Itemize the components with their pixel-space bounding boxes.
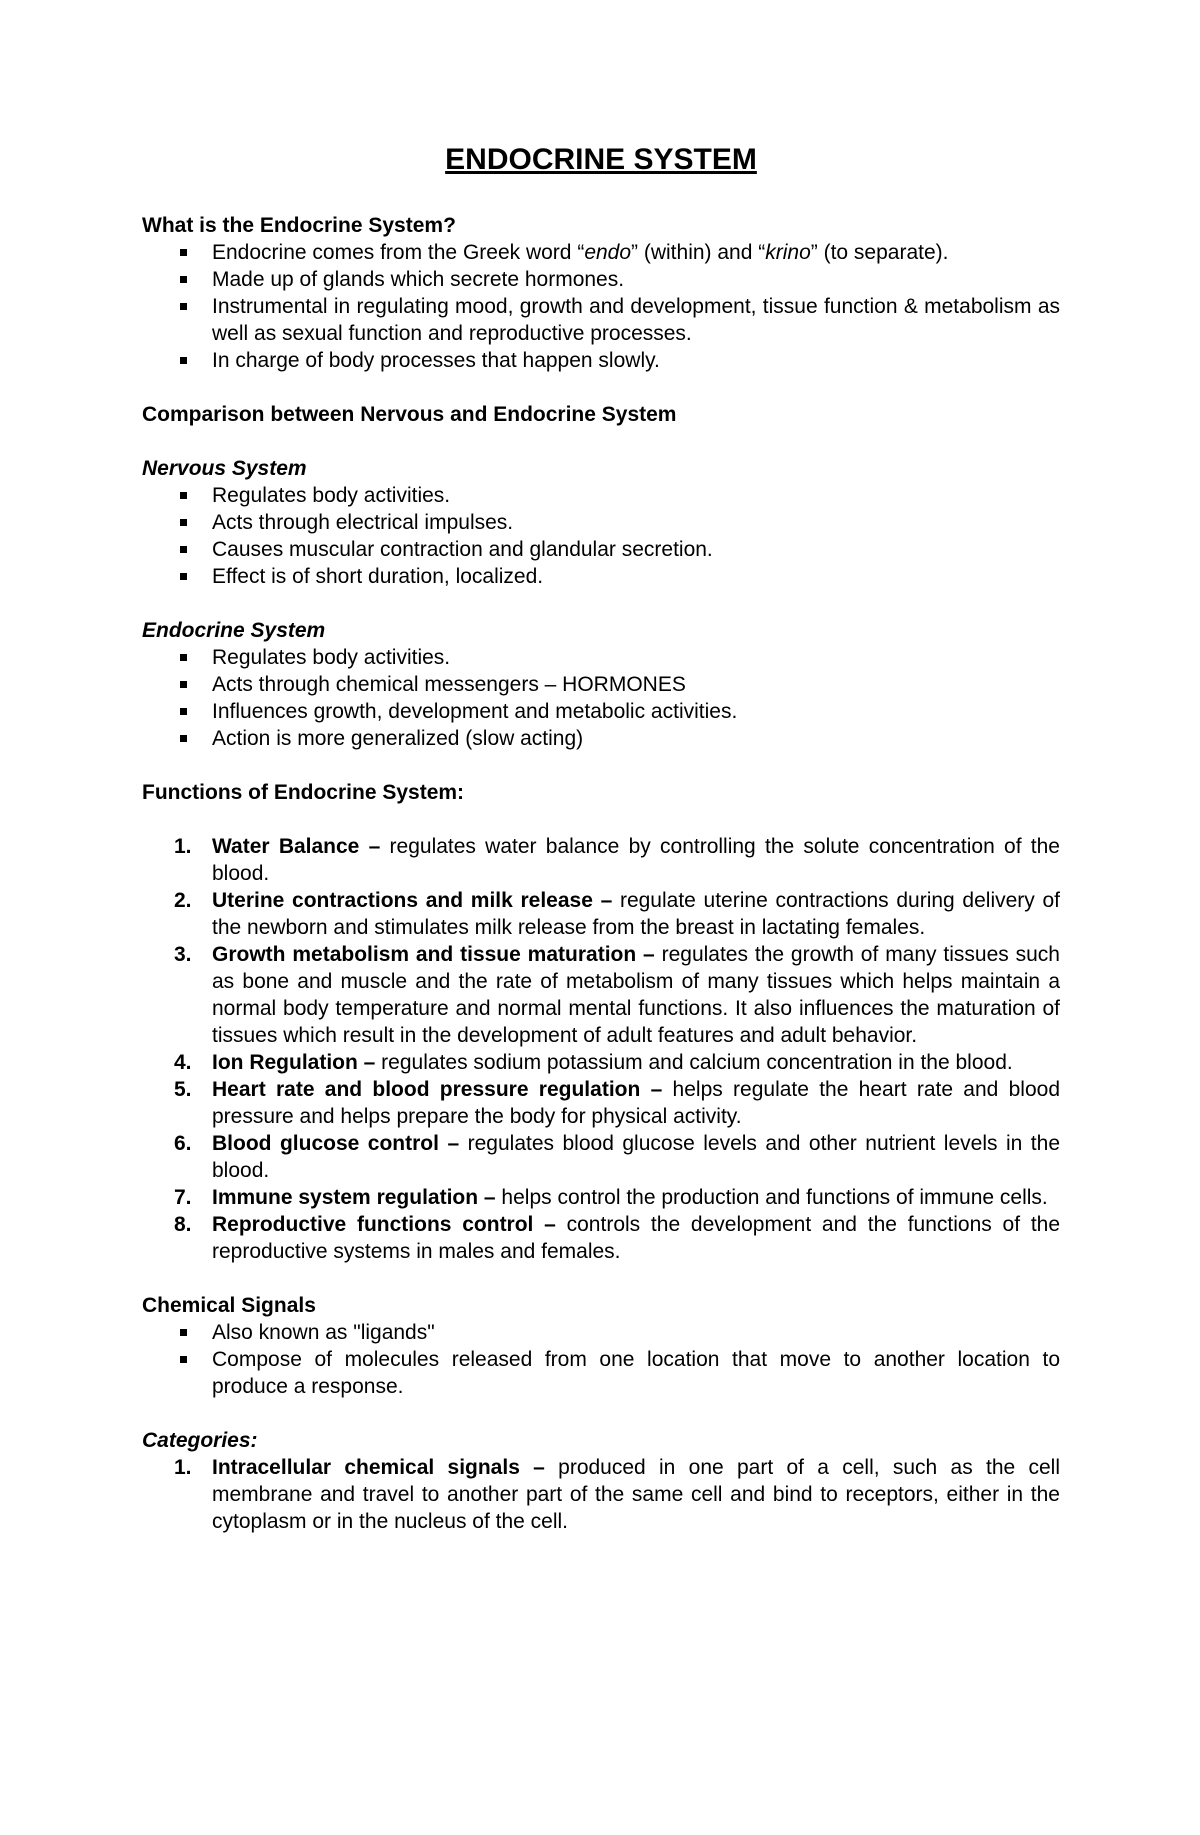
list-item [142,1211,1060,1265]
list-item [142,1184,1060,1211]
chemical-signals-heading: Chemical Signals [142,1294,316,1317]
item-term: Uterine contractions and milk release – [212,889,613,912]
item-term: Growth metabolism and tissue maturation – [212,943,655,966]
list-item [142,887,1060,941]
list-item: Instrumental in regulating mood, growth and development, tissue function & metabolism as well as sexual function and reproductive processes. [142,293,1060,347]
list-item: Action is more generalized (slow acting) [142,725,1060,752]
item-term: Ion Regulation – [212,1051,376,1074]
item-number: 3. [174,943,192,966]
item-number: 2. [174,889,192,912]
list-item: Compose of molecules released from one location that move to another location to produce a response. [142,1346,1060,1400]
endocrine-system-list [142,644,1060,752]
bullet-text: ” (to separate). [810,241,949,264]
nervous-system-list [142,482,1060,590]
list-item [142,239,1060,266]
list-item: Regulates body activities. [142,644,1060,671]
greek-word-krino: krino [765,241,811,264]
item-text: helps regulate the heart rate and blood pressure and helps prepare the body for physical activity. [212,1078,1060,1128]
bullet-text: ” (within) and “ [631,241,766,264]
bullet-text: Endocrine comes from the Greek word “ [212,241,585,264]
item-number: 5. [174,1078,192,1101]
functions-heading: Functions of Endocrine System: [142,781,465,804]
list-item [142,941,1060,1049]
item-number: 7. [174,1186,192,1209]
item-text: regulates blood glucose levels and other nutrient levels in the blood. [212,1132,1060,1182]
list-item [142,1454,1060,1535]
item-term: Reproductive functions control – [212,1213,556,1236]
list-item [142,833,1060,887]
item-number: 8. [174,1213,192,1236]
item-text: regulate uterine contractions during delivery of the newborn and stimulates milk release from the breast in lactating females. [212,889,1060,939]
list-item: Acts through chemical messengers – HORMONES [142,671,1060,698]
item-text: helps control the production and functions of immune cells. [495,1186,1048,1209]
item-number: 1. [174,835,192,858]
item-term: Blood glucose control – [212,1132,460,1155]
item-text: produced in one part of a cell, such as the cell membrane and travel to another part of the same cell and bind to receptors, either in the cytoplasm or in the nucleus of the cell. [212,1456,1060,1533]
functions-list [142,833,1060,1265]
item-number: 4. [174,1051,192,1074]
list-item [142,1049,1060,1076]
item-number: 6. [174,1132,192,1155]
list-item: Causes muscular contraction and glandular secretion. [142,536,1060,563]
document-body [142,142,1060,1535]
categories-list [142,1454,1060,1535]
list-item: Acts through electrical impulses. [142,509,1060,536]
item-term: Intracellular chemical signals – [212,1456,545,1479]
item-text: regulates the growth of many tissues such as bone and muscle and the rate of metabolism of many tissues which helps maintain a normal body temperature and normal mental functions. It also influences the maturation of tissues which result in the development of adult features and adult behavior. [212,943,1060,1047]
chemical-signals-list [142,1319,1060,1400]
item-number: 1. [174,1456,192,1479]
list-item [142,1130,1060,1184]
item-text: regulates sodium potassium and calcium concentration in the blood. [375,1051,1013,1074]
list-item: Regulates body activities. [142,482,1060,509]
item-term: Immune system regulation – [212,1186,496,1209]
comparison-heading: Comparison between Nervous and Endocrine System [142,403,677,426]
page-title: ENDOCRINE SYSTEM [445,143,757,176]
item-text: regulates water balance by controlling the solute concentration of the blood. [212,835,1060,885]
intro-heading: What is the Endocrine System? [142,214,456,237]
list-item [142,1076,1060,1130]
item-term: Heart rate and blood pressure regulation – [212,1078,663,1101]
list-item: Influences growth, development and metabolic activities. [142,698,1060,725]
item-term: Water Balance – [212,835,381,858]
categories-heading: Categories: [142,1429,258,1452]
endocrine-system-heading: Endocrine System [142,619,326,642]
intro-list [142,239,1060,374]
nervous-system-heading: Nervous System [142,457,307,480]
greek-word-endo: endo [584,241,632,264]
list-item: In charge of body processes that happen slowly. [142,347,1060,374]
item-text: controls the development and the functions of the reproductive systems in males and females. [212,1213,1061,1263]
list-item: Effect is of short duration, localized. [142,563,1060,590]
list-item: Also known as "ligands" [142,1319,1060,1346]
list-item: Made up of glands which secrete hormones. [142,266,1060,293]
